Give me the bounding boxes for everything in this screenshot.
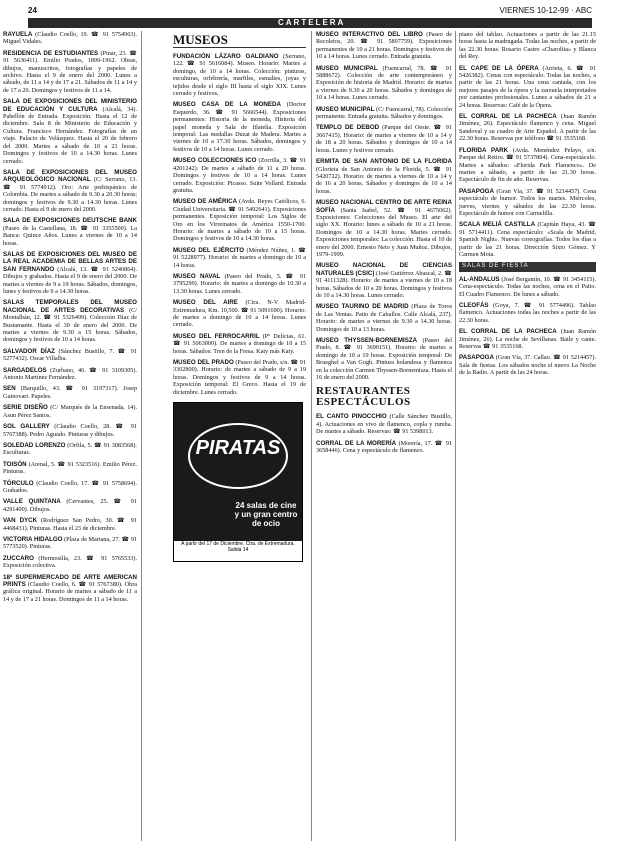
issue-date: VIERNES 10-12-99 · ABC	[499, 6, 592, 15]
entry-details: (Rodríguez San Pedro, 30. ☎ 91 4468431). Pinturas. Hasta el 23 de diciembre.	[3, 517, 137, 532]
entry-details: (Fuencarral, 78. ☎ 91 5888672). Colección de arte contemporáneo y Exposición de historia de Madrid. Horario: de martes a viernes de 9.30 a 20 horas. Sábados y domingos de 10 a 14 horas. Lunes cerrado.	[316, 64, 452, 102]
listing-entry	[459, 188, 596, 218]
listing-entry	[3, 299, 137, 343]
museums-heading: MUSEOS	[173, 33, 306, 48]
listing-entry	[3, 442, 137, 457]
column-rule	[455, 31, 456, 841]
entry-details: (Gran Vía, 37. Callao. ☎ 91 5214457). Sala de fiestas. Los sábados noche el nuevo La Noche de la Radio. A partir de las 24 horas.	[459, 354, 596, 377]
entry-name: ZUCCARO	[3, 554, 34, 562]
museum-listing	[173, 53, 306, 396]
entry-details: (Pº Delicias, 61. ☎ 91 5063000). De martes a domingo de 10 a 15 horas. Sábados: Tren de la Fresa. Katy más Katy.	[173, 332, 306, 355]
entry-name: PASAPOGA	[459, 187, 494, 195]
entry-details: (Pinar, 23. ☎ 91 5636411). Emilio Prados, 1899-1962. Obras, dibujos, manuscritos, fotografías y papeles de archivo. Hasta el 9 de enero del 2000. Lunes a sábado, de 11 a 14 y de 17 a 21. Sábados de 11 a 14 y de 17 a 20. Domingos y festivos de 11 a 14.	[3, 49, 137, 94]
entry-details: (Avda. Reyes Católicos, 6. Ciudad Universitaria. ☎ 91 5492641). Exposiciones permanentes. Exposición temporal: Los Siglos de Oro en los Virreinatos de América 1550-1700. Horario: de martes a sábado de 10 a 15 horas. Domingos y festivos de 10 a 14.30 horas.	[173, 198, 306, 243]
listing-entry	[316, 124, 452, 154]
entry-name: PASAPOGA	[459, 354, 494, 362]
listing-entry	[459, 302, 596, 324]
listing-entry	[3, 404, 137, 419]
listing-entry	[3, 423, 137, 438]
page-header	[28, 6, 592, 17]
listing-entry	[316, 106, 452, 121]
entry-name: ERMITA DE SAN ANTONIO DE LA FLORIDA	[316, 158, 452, 166]
cinema-advertisement	[173, 402, 303, 562]
listing-entry	[3, 169, 137, 213]
entry-details: (Claudio Coello, 28. ☎ 91 5767388). Pedro Aguado. Pinturas y dibujos.	[3, 423, 137, 438]
entry-name: TEMPLO DE DEBOD	[316, 124, 380, 132]
entry-details: (Calle Sánchez Bustillo, 4). Actuaciones en vivo de flamenco, copla y rumba. De martes a sábado. Reservas: ☎ 91 5398013.	[316, 413, 452, 436]
entry-name: SALVADOR DÍAZ	[3, 347, 55, 355]
entry-details: (Plaza de Mariana, 27. ☎ 91 5773520). Pinturas.	[3, 535, 137, 551]
listing-entry	[3, 555, 137, 570]
entry-details: (Gran Vía, 37. ☎ 91 5214457). Cena espectáculo de humor. Todos los martes. Miércoles, jueves, viernes y sábados de las 22.30 horas. Espectáculo de humor con Carmelilla.	[459, 187, 596, 217]
entry-details: (Alcalá, 34). Pabellón de Entrada. Exposición. Hasta el 12 de diciembre. Sala 8 de Ministerio de Educación y Cultura. Francisco Hernández. Fotografías de un viaje. Palacio de Velázquez. Hasta el 20 de febrero del 2000. Martes a sábado de 10 a 21 horas. Domingos y festivos de 10 a 14.30 horas. Lunes cerrado.	[3, 105, 137, 165]
entry-details: (Paseo del Prado, s/n. ☎ 91 3302800). Horario: de martes a sábado de 9 a 19 horas. Domingos y festivos de 9 a 14 horas. Exposición temporal: El Greco. Hasta el 19 de diciembre. Lunes cerrado.	[173, 359, 306, 396]
entry-name: EL CORRAL DE LA PACHECA	[459, 113, 557, 121]
entry-name: SALAS TEMPORALES DEL MUSEO NACIONAL DE ARTES DECORATIVAS	[3, 299, 137, 314]
entry-details: (Paseo del Prado, 5. ☎ 91 3795299). Horario: de martes a domingo de 10.30 a 13.30 horas. Lunes cerrado.	[173, 272, 306, 295]
entry-name: MUSEO MUNICIPAL	[316, 105, 375, 113]
entry-details: (Claudio Coello, 19. ☎ 91 5754963). Miguel Vidales.	[3, 31, 137, 46]
entry-name: MUSEO DEL PRADO	[173, 359, 234, 367]
entry-name: MUSEO NAVAL	[173, 272, 221, 280]
entry-name: SALAS DE EXPOSICIONES DEL MUSEO DE LA REAL ACADEMIA DE BELLAS ARTES DE SAN FERNANDO	[3, 250, 137, 273]
listing-entry	[459, 65, 596, 109]
entry-name: MUSEO NACIONAL DE CIENCIAS NATURALES (CSIC)	[316, 262, 452, 277]
listing-entry	[173, 247, 306, 269]
entry-name: SCALA MELIÁ CASTILLA	[459, 221, 536, 229]
entry-name: CORRAL DE LA MORERÍA	[316, 439, 397, 447]
entry-details: (Avda. Menéndez Pelayo, s/n. Parque del Retiro. ☎ 91 5737804). Cena-espectáculo. Martes a sábados: «Florida Park Flamenco». De martes a sábado, a partir de las 21.30 horas. Espectáculo de fin de año. Reservas.	[459, 146, 596, 184]
entry-details: (Glorieta de San Antonio de la Florida, 5. ☎ 91 5420722). Horario: de martes a viernes de 10 a 14 y de 16 a 20 horas. Sábados y domingos de 10 a 14 horas.	[316, 165, 452, 195]
entry-name: MUSEO DEL FERROCARRIL	[173, 332, 260, 340]
entry-name: 18ª SUPERMERCADO DE ARTE AMERICAN PRINTS	[3, 573, 137, 588]
listing-entry	[173, 299, 306, 329]
entry-name: SEN	[3, 385, 16, 393]
entry-name: VALLE QUINTANA	[3, 498, 61, 506]
entry-name: EL CORRAL DE LA PACHECA	[459, 328, 557, 336]
listing-entry	[459, 276, 596, 298]
listing-entry	[3, 461, 137, 476]
entry-name: MUSEO COLECCIONES ICO	[173, 157, 257, 165]
entry-name: FUNDACIÓN LÁZARO GALDIANO	[173, 53, 279, 60]
entry-details: (Doctor Esquerdo, 36. ☎ 91 5666544). Exposiciones permanentes: Historia de la moneda, Historia del papel moneda y Sala de filatelia. Exposición temporal: Las medallas Duzat de Madera. Martes a viernes de 10 a 17.30 horas. Sábados, domingos y festivos de 10 a 14 horas. Lunes cerrado.	[173, 101, 306, 153]
entry-name: EL CANTO PINOCCHIO	[316, 413, 387, 421]
entry-name: SALA DE EXPOSICIONES DEUTSCHE BANK	[3, 217, 137, 225]
listing-entry	[316, 65, 452, 102]
section-title: CARTELERA	[278, 18, 346, 27]
listing-entry	[3, 31, 137, 46]
listing-entry	[459, 113, 596, 143]
entry-name: CLEOFÁS	[459, 302, 489, 309]
ad-logo: PIRATAS	[195, 437, 281, 460]
listing-entry	[173, 333, 306, 355]
column-shows	[459, 31, 596, 841]
listing-entry	[173, 198, 306, 242]
listing-entry	[316, 440, 452, 455]
listing-entry	[459, 147, 596, 184]
entry-name: MUSEO TAURINO DE MADRID	[316, 303, 409, 311]
entry-details: (Plaza de Toros de Las Ventas. Patio de Caballos. Calle Alcalá, 237). Horario: de martes a viernes de 9.30 a 14.30 horas. Domingos de 10 a 13 horas.	[316, 303, 452, 333]
nightclubs-bar: SALAS DE FIESTA	[459, 262, 596, 271]
listing-entry	[3, 385, 137, 400]
page-number: 24	[28, 6, 37, 15]
ad-tagline: 24 salas de cine y un gran centro de ocio	[234, 501, 298, 529]
entry-details: (C/ Serrano, 13. ☎ 91 5774912). Oro: Arte prehispánico de Colombia. De martes a sábado de 9.30 a 20.30 horas; domingos y festivos de 9.30 a 14.30 horas. Lunes cerrado. Hasta el 9 de enero del 2000.	[3, 176, 137, 213]
entry-name: MUSEO NACIONAL CENTRO DE ARTE REINA SOFÍA	[316, 199, 452, 214]
listing-entry	[173, 273, 306, 295]
entry-details: (Serrano, 122. ☎ 91 5616084). Museo. Horario: Martes a domingo, de 10 a 14 horas. Colección: pinturas, esculturas, orfebrería, marfiles, esmaltes, joyas y tejidos desde el siglo III hasta el siglo XIX. Lunes cerrado y festivos.	[173, 53, 306, 98]
entry-details: (Cervantes, 25. ☎ 91 4291400). Dibujos.	[3, 498, 137, 513]
ad-footer: A partir del 17 de Diciembre. Ctra. de Extremadura. Salida 14	[174, 541, 302, 561]
entry-details: (Parque del Oeste. ☎ 91 3667415). Horario: de martes a viernes de 10 a 14 y de 18 a 20 horas. Sábados y domingos de 10 a 14 horas. Lunes y festivos cerrado.	[316, 124, 452, 154]
listing-entry	[3, 498, 137, 513]
listing-entry	[316, 31, 452, 61]
entry-details: (Goya, 7. ☎ 91 5774496). Tablao flamenco. Actuaciones todas las noches a partir de las 22.30 horas.	[459, 302, 596, 324]
entry-name: AL-ANDALUS	[459, 275, 500, 283]
entry-details: (Barquillo, 43. ☎ 91 3197317). Josep Guinovart. Papeles.	[3, 385, 137, 400]
column-museums	[173, 31, 306, 841]
listing-entry	[3, 217, 137, 247]
listing-entry	[459, 328, 596, 350]
entry-name: RESIDENCIA DE ESTUDIANTES	[3, 49, 99, 57]
entry-name: MUSEO CASA DE LA MONEDA	[173, 101, 281, 109]
entry-name: MUSEO DE AMÉRICA	[173, 198, 238, 206]
entry-name: VICTORIA HIDALGO	[3, 535, 63, 543]
entry-details: (C/ Marqués de la Ensenada, 14). Asun Pérez Santos.	[3, 404, 137, 419]
entry-name: SOL GALLERY	[3, 423, 50, 431]
entry-name: SALA DE EXPOSICIONES DEL MUSEO ARQUEOLÓGICO NACIONAL	[3, 168, 137, 184]
entry-name: EL CAPE DE LA ÓPERA	[459, 64, 539, 72]
listing-entry	[173, 157, 306, 194]
listing-entry	[316, 199, 452, 258]
entry-details: (Zurbano, 46. ☎ 91 3109305). Antonio Martínez Fernández.	[3, 366, 137, 382]
entry-details: (Zorrilla, 3. ☎ 91 4201242). De martes a sábado de 11 a 20 horas. Domingos y festivos de 10 a 14 horas. Lunes cerrado. Exposición: Picasso. Suite Vollard. Entrada gratuita.	[173, 157, 306, 194]
entry-name: SALA DE EXPOSICIONES DEL MINISTERIO DE EDUCACIÓN Y CULTURA	[3, 98, 137, 113]
entry-name: VAN DYCK	[3, 517, 38, 525]
entry-name: MUSEO INTERACTIVO DEL LIBRO	[316, 31, 423, 38]
entry-details: (Alcalá, 13. ☎ 91 5240864). Dibujos y grabados. Hasta el 9 de enero del 2000. De martes a viernes de 9 a 19 horas. Sábados, domingos, lunes y festivos de 9 a 14.30 horas.	[3, 265, 137, 295]
restaurant-listing	[316, 413, 452, 454]
listing-entry	[3, 98, 137, 165]
column-museums-continued	[316, 31, 452, 841]
entry-name: FLORIDA PARK	[459, 146, 509, 154]
listing-entry	[173, 359, 306, 396]
entry-name: RAYUELA	[3, 31, 33, 38]
listing-entry	[173, 53, 306, 97]
entry-name: TÓRCULO	[3, 479, 34, 487]
listing-entry	[316, 158, 452, 195]
restaurants-heading: RESTAURANTES ESPECTÁCULOS	[316, 385, 411, 409]
entry-name: SARGADELOS	[3, 366, 47, 374]
entry-details: (José Gutiérrez Abascal, 2. ☎ 91 4111328). Horario: de martes a viernes de 10 a 18 horas. Sábados de 10 a 20 horas. Domingos y festivos de 10 a 14.30 horas. Lunes cerrado.	[316, 269, 452, 299]
listing-entry	[316, 303, 452, 333]
entry-name: SOLEDAD LORENZO	[3, 441, 66, 449]
entry-details: (Paseo de Recoletos, 20. ☎ 91 5807759). Exposiciones permanentes de 10 a 21 horas. Domingos y festivos de 10 a 14 horas. Lunes cerrado. Entrada gratuita.	[316, 31, 452, 61]
entry-details: (C/ Fuencarral, 78). Colección permanente. Entrada gratuita. Sábados y domingos.	[316, 105, 452, 121]
column-rule	[311, 31, 312, 841]
entry-details: (Ctra. N-V Madrid-Extremadura, Km. 10,500. ☎ 91 5091690). Horario: de martes a domingo de 10 a 14 horas. Lunes cerrado.	[173, 299, 306, 329]
listing-entry	[459, 221, 596, 258]
listing-entry	[3, 367, 137, 382]
entry-details: (Claudio Coello, 17. ☎ 91 5758694). Grabados.	[3, 479, 137, 494]
listing-entry	[3, 480, 137, 495]
entry-details: (Hermosilla, 23. ☎ 91 5765533). Exposición colectiva.	[3, 554, 137, 570]
entry-name: SERIE DISEÑO	[3, 404, 48, 412]
listing-entry	[459, 31, 596, 61]
entry-details: (Sánchez Bustillo, 7. ☎ 91 5277432). Oscar Villalba.	[3, 347, 137, 363]
entry-details: (José Bergamín, 10. ☎ 91 3454115). Cena-espectáculo. Todas las noches, cena en el Patio. El Cuadro Flamenco. De lunes a sábado.	[459, 275, 596, 298]
entry-name: MUSEO DEL AIRE	[173, 299, 238, 307]
section-band	[28, 18, 592, 28]
shows-listing	[459, 31, 596, 258]
column-galleries	[3, 31, 137, 841]
nightclubs-listing	[459, 276, 596, 377]
column-rule	[141, 31, 142, 841]
entry-details: (Morería, 17. ☎ 91 3658446). Cena y espectáculo de flamenco.	[316, 439, 452, 455]
listing-entry	[459, 354, 596, 376]
entry-details: (Arenal, 5. ☎ 91 5323516). Emilio Pérez. Pinturas.	[3, 460, 137, 476]
museum-listing	[316, 31, 452, 381]
entry-details: (Paseo del Prado, 8. ☎ 91 3690151). Horario: de martes a domingo de 10 a 19 horas. Exposición temporal: De Brueghel a Van Gogh. Pintura holandesa y flamenca en la colección Carmen Thyssen-Bornemisza. Hasta el 16 de enero del 2000.	[316, 337, 452, 382]
entry-details: (Juan Ramón Jiménez, 26). Espectáculo flamenco y cena. Miguel Sandoval y su cuadro de Arte Español. A partir de las 22.30 horas. Reservas por teléfono ☎ 91 3535168.	[459, 113, 596, 143]
listing-entry	[316, 413, 452, 435]
entry-details: (Arrieta, 6. ☎ 91 5426382). Cenas con espectáculo. Todas las noches, a partir de las 21 horas. Una cena cantada, con los mejores pasajes de la ópera y la zarzuela interpretados por cantantes profesionales. Lunes a sábados de 21 a 24 horas. Reservas: Café de la Ópera.	[459, 64, 596, 109]
listing-entry	[3, 536, 137, 551]
listing-entry	[173, 101, 306, 153]
entry-details: (Capitán Haya, 43. ☎ 91 5714411). Cena espectáculo: «Scala de Madrid, Spanish Night». Nuevas coreografías. Todos los días a partir de las 21 horas. Dirección Sixto Gómez. Y Carmen Mota.	[459, 221, 596, 258]
entry-name: MUSEO MUNICIPAL	[316, 64, 378, 72]
entry-details: (Santa Isabel, 52. ☎ 91 4675062). Exposiciones: Colecciones del Museo. El arte del siglo XX. Horario: lunes a sábado de 10 a 21 horas. Domingos de 10 a 14.30 horas. Martes cerrado. Exposiciones temporales: La colección. Hasta el 10 de enero del 2000. Ernesto Neto y Juan Muñoz. Dibujos, 1979-1999.	[316, 206, 452, 258]
entry-details: (Claudio Coello, 6. ☎ 91 5767380). Obra gráfica original. Horario de martes a sábado de 11 a 14 y de 17 a 21 horas. Domingos de 11 a 14 horas.	[3, 581, 137, 603]
listing-entry	[316, 262, 452, 299]
listing-entry	[3, 251, 137, 295]
entry-details: (Juan Ramón Jiménez, 26). La noche de Sevillanas. Baile y cante. Reservas ☎ 91 3535168.	[459, 328, 596, 351]
listing-entry	[3, 348, 137, 363]
listing-entry	[3, 50, 137, 94]
listing-entry	[316, 337, 452, 381]
entry-details: (Paseo de la Castellana, 18. ☎ 91 3355500). La Banca: Quince Años. Lunes a viernes de 10 a 14 horas.	[3, 224, 137, 247]
entry-details: (Orfila, 5. ☎ 91 3083568). Esculturas.	[3, 441, 137, 457]
entry-name: MUSEO DEL EJÉRCITO	[173, 246, 245, 254]
entry-details: (Méndez Núñez, 1. ☎ 91 5228977). Horario: de martes a domingo de 10 a 14 horas.	[173, 246, 306, 269]
entry-details: piano del tablao. Actuaciones a partir de las 21.15 horas hasta la madrugada. Todas las noches, a partir de las 22.30 horas. Rosario Castro «Charolita» y Blanca del Rey.	[459, 31, 596, 61]
entry-name: TOISÓN	[3, 460, 27, 468]
entry-details: (C/ Montalbán, 12. ☎ 91 5326499). Colección Díaz de Bustamante. Hasta el 30 de enero del 2000. De martes a viernes de 9.30 a 15 horas. Sábados, domingos y festivos de 10 a 14 horas.	[3, 306, 137, 344]
listing-entry	[3, 574, 137, 604]
listing-entry	[3, 517, 137, 532]
entry-name: MUSEO THYSSEN-BORNEMISZA	[316, 337, 418, 345]
